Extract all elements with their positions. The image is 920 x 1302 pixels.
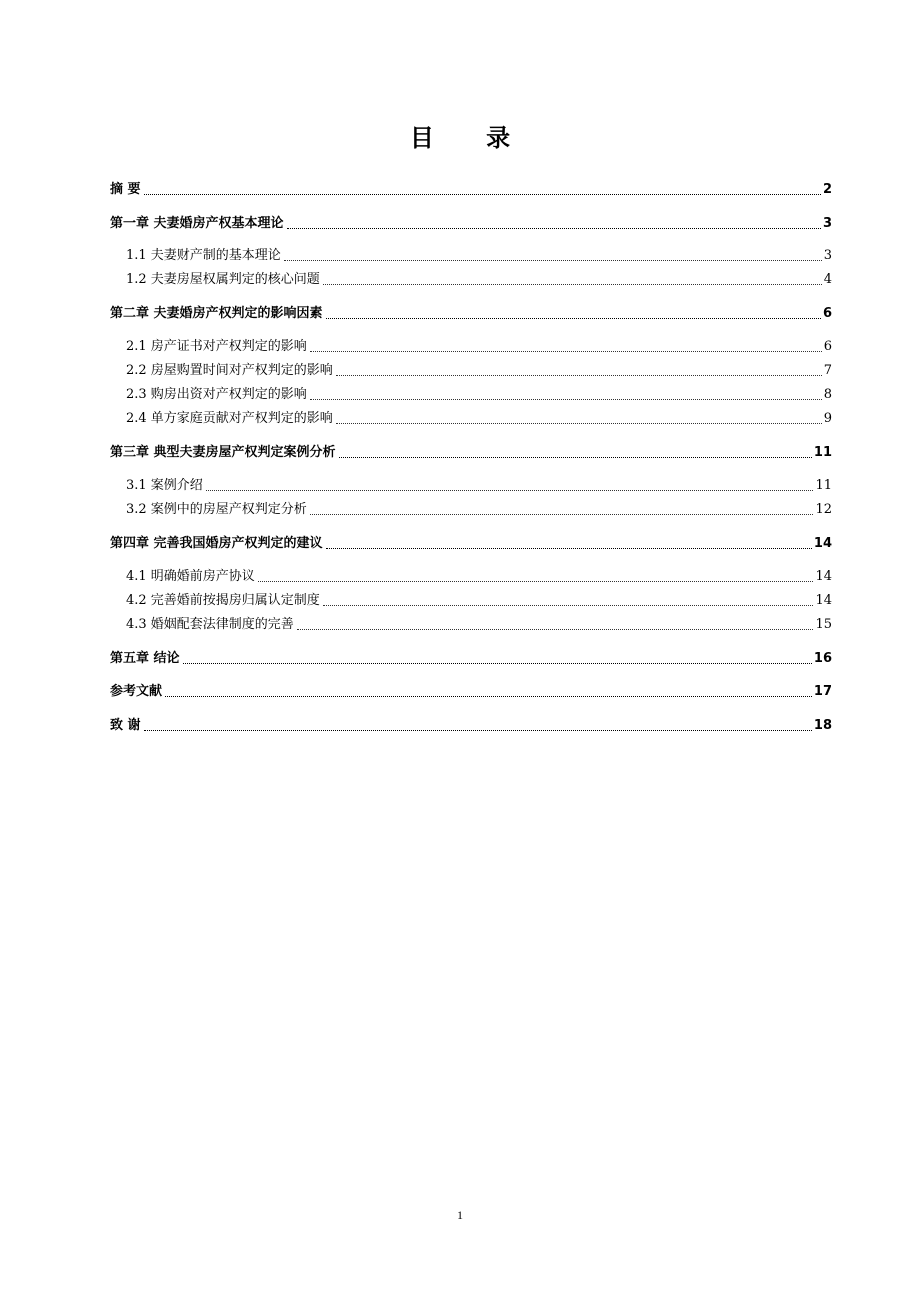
toc-chapter-entry[interactable] — [110, 443, 832, 463]
toc-section-entry[interactable] — [126, 246, 832, 266]
toc-entry-page: 18 — [813, 718, 832, 733]
toc-entry-page: 12 — [815, 502, 832, 517]
toc-entry-label: 摘 要 — [110, 182, 141, 197]
toc-section-entry[interactable] — [126, 337, 832, 357]
toc-entry-page: 16 — [813, 651, 832, 666]
toc-dot-leader — [287, 228, 821, 229]
toc-dot-leader — [326, 318, 821, 319]
toc-dot-leader — [336, 375, 822, 376]
toc-entry-label: 1.2 夫妻房屋权属判定的核心问题 — [126, 272, 320, 287]
toc-section-entry[interactable] — [126, 476, 832, 496]
toc-title: 目 录 — [409, 124, 533, 152]
toc-entry-page: 9 — [823, 411, 832, 426]
toc-dot-leader — [297, 629, 814, 630]
toc-dot-leader — [183, 663, 812, 664]
toc-chapter-entry[interactable] — [110, 304, 832, 324]
toc-entry-label: 3.2 案例中的房屋产权判定分析 — [126, 502, 307, 517]
toc-dot-leader — [326, 548, 812, 549]
toc-entry-page: 2 — [822, 182, 832, 197]
toc-chapter-entry[interactable] — [110, 214, 832, 234]
toc-entry-label: 第二章 夫妻婚房产权判定的影响因素 — [110, 306, 323, 321]
toc-entry-page: 6 — [823, 339, 832, 354]
toc-entry-label: 2.3 购房出资对产权判定的影响 — [126, 387, 307, 402]
toc-entry-page: 6 — [822, 306, 832, 321]
toc-dot-leader — [323, 284, 822, 285]
toc-entry-page: 15 — [815, 617, 832, 632]
toc-dot-leader — [144, 730, 812, 731]
toc-chapter-entry[interactable] — [110, 716, 832, 736]
toc-entry-page: 3 — [823, 248, 832, 263]
toc-dot-leader — [284, 260, 822, 261]
toc-entry-label: 第五章 结论 — [110, 651, 180, 666]
toc-entry-label: 1.1 夫妻财产制的基本理论 — [126, 248, 281, 263]
toc-dot-leader — [310, 351, 822, 352]
toc-entry-label: 第三章 典型夫妻房屋产权判定案例分析 — [110, 445, 336, 460]
toc-entry-label: 参考文献 — [110, 684, 163, 699]
toc-chapter-entry[interactable] — [110, 682, 832, 702]
toc-dot-leader — [310, 399, 822, 400]
page-number: 1 — [457, 1208, 463, 1222]
toc-dot-leader — [144, 194, 821, 195]
toc-entry-page: 14 — [815, 569, 832, 584]
toc-dot-leader — [310, 514, 814, 515]
toc-entry-label: 4.3 婚姻配套法律制度的完善 — [126, 617, 294, 632]
toc-entry-page: 3 — [822, 216, 832, 231]
toc-entry-page: 11 — [815, 478, 832, 493]
toc-entry-label: 致 谢 — [110, 718, 141, 733]
toc-chapter-entry[interactable] — [110, 649, 832, 669]
toc-entry-page: 4 — [823, 272, 832, 287]
toc-section-entry[interactable] — [126, 385, 832, 405]
toc-chapter-entry[interactable] — [110, 534, 832, 554]
toc-section-entry[interactable] — [126, 591, 832, 611]
toc-section-entry[interactable] — [126, 567, 832, 587]
toc-entry-label: 第一章 夫妻婚房产权基本理论 — [110, 216, 284, 231]
toc-dot-leader — [165, 696, 812, 697]
toc-dot-leader — [339, 457, 812, 458]
toc-section-entry[interactable] — [126, 270, 832, 290]
toc-chapter-entry[interactable] — [110, 180, 832, 200]
toc-entry-label: 第四章 完善我国婚房产权判定的建议 — [110, 536, 323, 551]
toc-entry-page: 7 — [823, 363, 832, 378]
toc-section-entry[interactable] — [126, 361, 832, 381]
toc-entry-label: 4.1 明确婚前房产协议 — [126, 569, 255, 584]
toc-entry-page: 14 — [815, 593, 832, 608]
toc-dot-leader — [258, 581, 814, 582]
toc-entry-label: 3.1 案例介绍 — [126, 478, 203, 493]
toc-dot-leader — [336, 423, 822, 424]
toc-entry-page: 11 — [813, 445, 832, 460]
toc-entry-page: 14 — [813, 536, 832, 551]
toc-entry-label: 2.1 房产证书对产权判定的影响 — [126, 339, 307, 354]
toc-section-entry[interactable] — [126, 500, 832, 520]
toc-section-entry[interactable] — [126, 409, 832, 429]
toc-entry-page: 17 — [813, 684, 832, 699]
toc-dot-leader — [206, 490, 814, 491]
toc-entry-label: 4.2 完善婚前按揭房归属认定制度 — [126, 593, 320, 608]
toc-entry-label: 2.2 房屋购置时间对产权判定的影响 — [126, 363, 333, 378]
toc-section-entry[interactable] — [126, 615, 832, 635]
toc-dot-leader — [323, 605, 814, 606]
toc-entry-label: 2.4 单方家庭贡献对产权判定的影响 — [126, 411, 333, 426]
toc-entry-page: 8 — [823, 387, 832, 402]
